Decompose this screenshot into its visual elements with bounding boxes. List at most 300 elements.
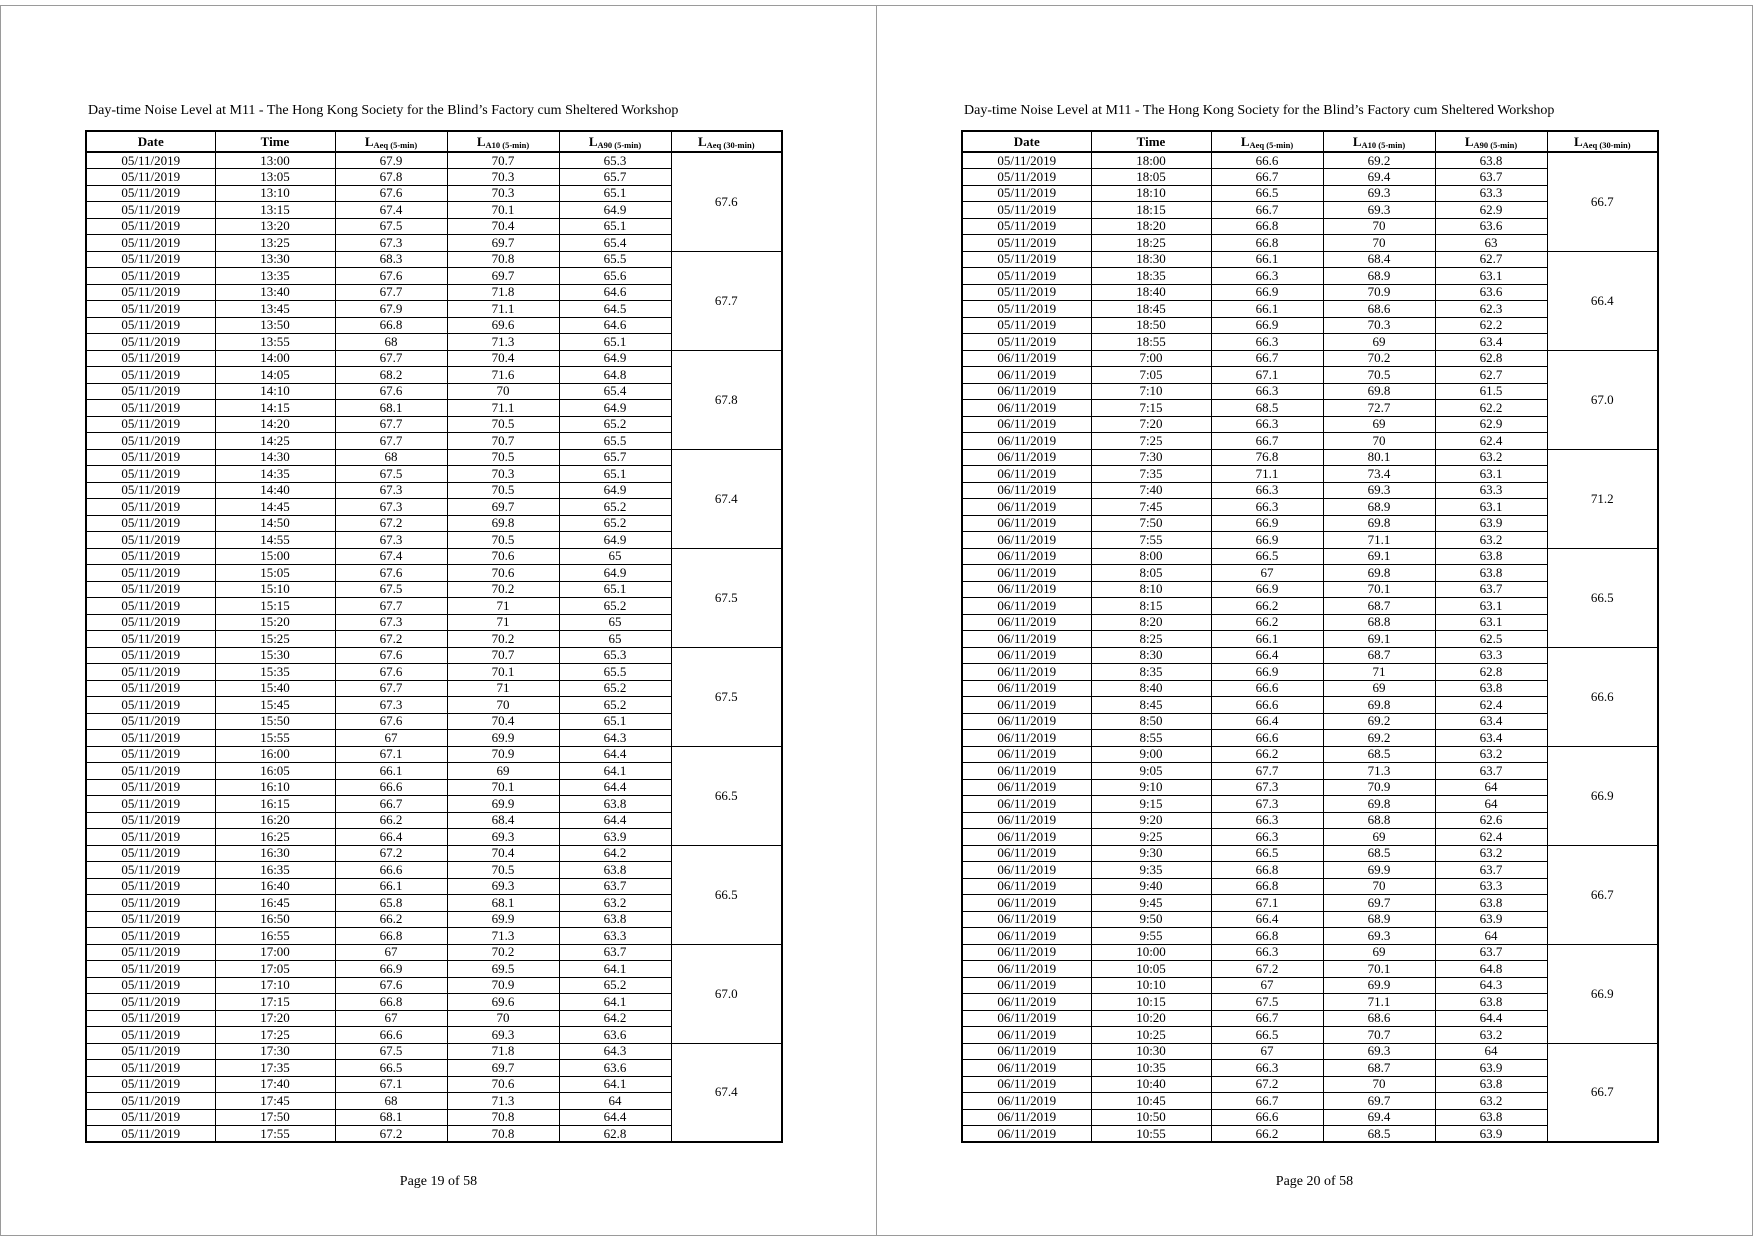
- date-cell: 05/11/2019: [86, 598, 215, 615]
- la90-5min-cell: 63.9: [1435, 1060, 1547, 1077]
- time-cell: 18:05: [1091, 169, 1211, 186]
- laeq-5min-cell: 67.7: [335, 284, 447, 301]
- date-cell: 05/11/2019: [962, 268, 1091, 285]
- la90-5min-cell: 62.4: [1435, 829, 1547, 846]
- date-cell: 05/11/2019: [86, 433, 215, 450]
- la90-5min-cell: 64.4: [1435, 1010, 1547, 1027]
- la10-5min-cell: 70.1: [447, 664, 559, 681]
- time-cell: 13:30: [215, 251, 335, 268]
- la90-5min-cell: 65.2: [559, 499, 671, 516]
- la10-5min-cell: 69.9: [1323, 862, 1435, 879]
- la90-5min-cell: 63.8: [559, 796, 671, 813]
- la10-5min-cell: 69.9: [447, 911, 559, 928]
- laeq-5min-cell: 68.5: [1211, 400, 1323, 417]
- table-row: [86, 1043, 782, 1060]
- date-cell: 06/11/2019: [962, 1027, 1091, 1044]
- la10-5min-cell: 71: [1323, 664, 1435, 681]
- date-cell: 05/11/2019: [86, 1010, 215, 1027]
- time-cell: 16:10: [215, 779, 335, 796]
- date-cell: 05/11/2019: [962, 251, 1091, 268]
- laeq-5min-cell: 66.6: [1211, 697, 1323, 714]
- date-cell: 05/11/2019: [86, 548, 215, 565]
- time-cell: 16:40: [215, 878, 335, 895]
- la90-5min-cell: 64.2: [559, 845, 671, 862]
- date-cell: 05/11/2019: [86, 202, 215, 219]
- laeq-5min-cell: 66.2: [1211, 614, 1323, 631]
- laeq-5min-cell: 67.7: [335, 433, 447, 450]
- laeq-5min-cell: 66.6: [1211, 730, 1323, 747]
- laeq-5min-cell: 66.6: [335, 779, 447, 796]
- la90-5min-cell: 65.1: [559, 218, 671, 235]
- time-cell: 14:50: [215, 515, 335, 532]
- la90-5min-cell: 65.1: [559, 334, 671, 351]
- time-cell: 9:55: [1091, 928, 1211, 945]
- la10-5min-cell: 68.6: [1323, 301, 1435, 318]
- laeq-5min-cell: 67.9: [335, 152, 447, 169]
- table-row: [962, 251, 1658, 268]
- la90-5min-cell: 64.1: [559, 961, 671, 978]
- time-cell: 15:35: [215, 664, 335, 681]
- laeq-5min-cell: 66.7: [1211, 350, 1323, 367]
- time-cell: 14:10: [215, 383, 335, 400]
- la90-5min-cell: 63.2: [1435, 449, 1547, 466]
- la90-5min-cell: 63.4: [1435, 730, 1547, 747]
- la90-5min-cell: 64.6: [559, 284, 671, 301]
- la10-5min-cell: 71: [447, 614, 559, 631]
- time-cell: 13:10: [215, 185, 335, 202]
- time-cell: 14:15: [215, 400, 335, 417]
- la10-5min-cell: 69.7: [447, 235, 559, 252]
- date-cell: 05/11/2019: [86, 631, 215, 648]
- header-subscript: A90 (5-min): [597, 139, 642, 150]
- time-cell: 17:55: [215, 1126, 335, 1143]
- la10-5min-cell: 70.2: [447, 581, 559, 598]
- header-symbol: L: [1240, 133, 1250, 149]
- date-cell: 05/11/2019: [86, 763, 215, 780]
- la10-5min-cell: 71.8: [447, 284, 559, 301]
- la90-5min-cell: 64: [1435, 1043, 1547, 1060]
- time-cell: 14:25: [215, 433, 335, 450]
- time-cell: 16:35: [215, 862, 335, 879]
- la10-5min-cell: 71.3: [447, 1093, 559, 1110]
- la90-5min-cell: 65.1: [559, 581, 671, 598]
- la90-5min-cell: 64.9: [559, 482, 671, 499]
- laeq-5min-cell: 68.3: [335, 251, 447, 268]
- laeq-5min-cell: 66.7: [1211, 1010, 1323, 1027]
- la90-5min-cell: 63.7: [1435, 862, 1547, 879]
- la90-5min-cell: 63.2: [1435, 1093, 1547, 1110]
- date-cell: 05/11/2019: [86, 730, 215, 747]
- la10-5min-cell: 68.7: [1323, 1060, 1435, 1077]
- time-cell: 9:15: [1091, 796, 1211, 813]
- time-cell: 13:20: [215, 218, 335, 235]
- la10-5min-cell: 70: [1323, 235, 1435, 252]
- header-la90-5min: [559, 131, 671, 152]
- la10-5min-cell: 69: [1323, 416, 1435, 433]
- laeq-5min-cell: 67.2: [1211, 961, 1323, 978]
- la10-5min-cell: 69.2: [1323, 713, 1435, 730]
- la10-5min-cell: 69.9: [447, 730, 559, 747]
- la90-5min-cell: 64.3: [559, 1043, 671, 1060]
- la10-5min-cell: 70.5: [447, 416, 559, 433]
- la90-5min-cell: 65.2: [559, 697, 671, 714]
- la10-5min-cell: 69.9: [447, 796, 559, 813]
- header-date: Date: [86, 131, 215, 152]
- date-cell: 06/11/2019: [962, 1060, 1091, 1077]
- la10-5min-cell: 69.3: [1323, 1043, 1435, 1060]
- laeq-5min-cell: 66.9: [1211, 317, 1323, 334]
- laeq-5min-cell: 66.7: [1211, 202, 1323, 219]
- time-cell: 7:50: [1091, 515, 1211, 532]
- la90-5min-cell: 63.2: [1435, 532, 1547, 549]
- la90-5min-cell: 63.8: [559, 862, 671, 879]
- la90-5min-cell: 62.7: [1435, 251, 1547, 268]
- header-time: Time: [215, 131, 335, 152]
- la10-5min-cell: 70.9: [447, 977, 559, 994]
- la90-5min-cell: 64.5: [559, 301, 671, 318]
- la10-5min-cell: 71.6: [447, 367, 559, 384]
- time-cell: 18:55: [1091, 334, 1211, 351]
- laeq-5min-cell: 67.6: [335, 977, 447, 994]
- la10-5min-cell: 70.5: [447, 449, 559, 466]
- laeq-5min-cell: 68.1: [335, 400, 447, 417]
- la10-5min-cell: 80.1: [1323, 449, 1435, 466]
- laeq-5min-cell: 66.5: [1211, 185, 1323, 202]
- la90-5min-cell: 62.8: [1435, 350, 1547, 367]
- date-cell: 05/11/2019: [86, 317, 215, 334]
- la10-5min-cell: 68.7: [1323, 647, 1435, 664]
- date-cell: 06/11/2019: [962, 565, 1091, 582]
- date-cell: 06/11/2019: [962, 1043, 1091, 1060]
- header-subscript: Aeq (5-min): [373, 139, 418, 150]
- la10-5min-cell: 70.3: [1323, 317, 1435, 334]
- time-cell: 18:15: [1091, 202, 1211, 219]
- la90-5min-cell: 64.4: [559, 779, 671, 796]
- la10-5min-cell: 70.2: [447, 631, 559, 648]
- laeq-5min-cell: 67.1: [1211, 367, 1323, 384]
- la10-5min-cell: 69.3: [1323, 928, 1435, 945]
- laeq-5min-cell: 67.1: [335, 1076, 447, 1093]
- date-cell: 06/11/2019: [962, 763, 1091, 780]
- laeq-5min-cell: 66.6: [1211, 680, 1323, 697]
- date-cell: 05/11/2019: [86, 697, 215, 714]
- la90-5min-cell: 63.1: [1435, 499, 1547, 516]
- date-cell: 06/11/2019: [962, 1109, 1091, 1126]
- header-laeq-30min: [1547, 131, 1658, 152]
- la10-5min-cell: 69.7: [447, 499, 559, 516]
- laeq-5min-cell: 66.6: [335, 1027, 447, 1044]
- date-cell: 05/11/2019: [86, 185, 215, 202]
- laeq-5min-cell: 67.9: [335, 301, 447, 318]
- la10-5min-cell: 69.6: [447, 317, 559, 334]
- table-row: [86, 944, 782, 961]
- date-cell: 05/11/2019: [86, 746, 215, 763]
- la10-5min-cell: 70.4: [447, 350, 559, 367]
- time-cell: 13:35: [215, 268, 335, 285]
- laeq-30min-cell: 66.7: [1547, 152, 1658, 251]
- laeq-5min-cell: 68.2: [335, 367, 447, 384]
- la90-5min-cell: 62.9: [1435, 416, 1547, 433]
- time-cell: 9:50: [1091, 911, 1211, 928]
- date-cell: 05/11/2019: [86, 350, 215, 367]
- time-cell: 14:35: [215, 466, 335, 483]
- laeq-5min-cell: 67.3: [1211, 779, 1323, 796]
- laeq-30min-cell: 66.4: [1547, 251, 1658, 350]
- date-cell: 05/11/2019: [86, 581, 215, 598]
- time-cell: 15:55: [215, 730, 335, 747]
- date-cell: 06/11/2019: [962, 829, 1091, 846]
- date-cell: 05/11/2019: [86, 680, 215, 697]
- laeq-5min-cell: 67.3: [335, 614, 447, 631]
- la10-5min-cell: 70.5: [447, 532, 559, 549]
- laeq-5min-cell: 66.6: [1211, 1109, 1323, 1126]
- laeq-5min-cell: 67.5: [335, 218, 447, 235]
- header-laeq-5min: [335, 131, 447, 152]
- laeq-5min-cell: 66.8: [1211, 218, 1323, 235]
- date-cell: 06/11/2019: [962, 746, 1091, 763]
- date-cell: 06/11/2019: [962, 697, 1091, 714]
- la90-5min-cell: 63.6: [1435, 284, 1547, 301]
- la90-5min-cell: 64.8: [1435, 961, 1547, 978]
- header-laeq-5min: [1211, 131, 1323, 152]
- la10-5min-cell: 71.8: [447, 1043, 559, 1060]
- time-cell: 15:00: [215, 548, 335, 565]
- la10-5min-cell: 70: [447, 697, 559, 714]
- laeq-5min-cell: 66.9: [1211, 581, 1323, 598]
- laeq-5min-cell: 66.6: [335, 862, 447, 879]
- la10-5min-cell: 70.6: [447, 1076, 559, 1093]
- time-cell: 8:15: [1091, 598, 1211, 615]
- la10-5min-cell: 70: [1323, 433, 1435, 450]
- time-cell: 18:00: [1091, 152, 1211, 169]
- date-cell: 06/11/2019: [962, 449, 1091, 466]
- laeq-30min-cell: 67.7: [671, 251, 782, 350]
- time-cell: 17:25: [215, 1027, 335, 1044]
- time-cell: 13:00: [215, 152, 335, 169]
- date-cell: 05/11/2019: [962, 218, 1091, 235]
- date-cell: 06/11/2019: [962, 647, 1091, 664]
- date-cell: 06/11/2019: [962, 1010, 1091, 1027]
- date-cell: 05/11/2019: [962, 235, 1091, 252]
- la10-5min-cell: 69.7: [1323, 895, 1435, 912]
- la10-5min-cell: 70.4: [447, 845, 559, 862]
- la10-5min-cell: 69.8: [1323, 565, 1435, 582]
- la10-5min-cell: 69: [1323, 944, 1435, 961]
- time-cell: 18:45: [1091, 301, 1211, 318]
- laeq-5min-cell: 68.1: [335, 1109, 447, 1126]
- la90-5min-cell: 62.7: [1435, 367, 1547, 384]
- la90-5min-cell: 62.4: [1435, 433, 1547, 450]
- la90-5min-cell: 65: [559, 548, 671, 565]
- laeq-5min-cell: 66.1: [335, 763, 447, 780]
- laeq-5min-cell: 67.5: [335, 581, 447, 598]
- la90-5min-cell: 62.9: [1435, 202, 1547, 219]
- header-la90-5min: [1435, 131, 1547, 152]
- time-cell: 15:15: [215, 598, 335, 615]
- la90-5min-cell: 62.2: [1435, 317, 1547, 334]
- time-cell: 16:20: [215, 812, 335, 829]
- la10-5min-cell: 69.3: [447, 1027, 559, 1044]
- la90-5min-cell: 63.8: [1435, 1109, 1547, 1126]
- date-cell: 05/11/2019: [86, 862, 215, 879]
- table-row: [962, 944, 1658, 961]
- la90-5min-cell: 62.6: [1435, 812, 1547, 829]
- la90-5min-cell: 65: [559, 631, 671, 648]
- date-cell: 05/11/2019: [86, 829, 215, 846]
- laeq-5min-cell: 67.3: [1211, 796, 1323, 813]
- la90-5min-cell: 63.8: [1435, 565, 1547, 582]
- la90-5min-cell: 65.5: [559, 664, 671, 681]
- date-cell: 06/11/2019: [962, 367, 1091, 384]
- la10-5min-cell: 71: [447, 680, 559, 697]
- date-cell: 06/11/2019: [962, 680, 1091, 697]
- la10-5min-cell: 69.1: [1323, 548, 1435, 565]
- page-number: Page 20 of 58: [1275, 1174, 1354, 1189]
- laeq-5min-cell: 76.8: [1211, 449, 1323, 466]
- laeq-5min-cell: 67.2: [335, 515, 447, 532]
- la10-5min-cell: 69.3: [1323, 482, 1435, 499]
- laeq-5min-cell: 66.2: [335, 911, 447, 928]
- date-cell: 05/11/2019: [86, 911, 215, 928]
- la10-5min-cell: 69.2: [1323, 152, 1435, 169]
- la90-5min-cell: 65.4: [559, 383, 671, 400]
- la90-5min-cell: 64.9: [559, 565, 671, 582]
- time-cell: 8:25: [1091, 631, 1211, 648]
- laeq-5min-cell: 66.8: [1211, 862, 1323, 879]
- laeq-5min-cell: 68: [335, 334, 447, 351]
- la10-5min-cell: 70.1: [447, 202, 559, 219]
- laeq-5min-cell: 66.1: [1211, 631, 1323, 648]
- laeq-5min-cell: 66.1: [1211, 301, 1323, 318]
- date-cell: 05/11/2019: [86, 152, 215, 169]
- la90-5min-cell: 64.6: [559, 317, 671, 334]
- time-cell: 8:35: [1091, 664, 1211, 681]
- la10-5min-cell: 68.5: [1323, 845, 1435, 862]
- la90-5min-cell: 63.8: [1435, 680, 1547, 697]
- table-row: [86, 350, 782, 367]
- la10-5min-cell: 69: [1323, 680, 1435, 697]
- date-cell: 06/11/2019: [962, 713, 1091, 730]
- la90-5min-cell: 63.7: [1435, 581, 1547, 598]
- la90-5min-cell: 63: [1435, 235, 1547, 252]
- laeq-5min-cell: 66.8: [335, 994, 447, 1011]
- laeq-5min-cell: 67.6: [335, 268, 447, 285]
- table-title: Day-time Noise Level at M11 - The Hong Kong Society for the Blind’s Factory cum Sheltered Workshop: [964, 103, 1555, 118]
- la90-5min-cell: 64.9: [559, 532, 671, 549]
- la90-5min-cell: 63.7: [1435, 944, 1547, 961]
- table-row: [962, 1043, 1658, 1060]
- header-la10-5min: [1323, 131, 1435, 152]
- date-cell: 06/11/2019: [962, 944, 1091, 961]
- date-cell: 05/11/2019: [962, 301, 1091, 318]
- la10-5min-cell: 68.8: [1323, 812, 1435, 829]
- la10-5min-cell: 71.3: [447, 334, 559, 351]
- la10-5min-cell: 70.4: [447, 218, 559, 235]
- la90-5min-cell: 64: [559, 1093, 671, 1110]
- time-cell: 16:25: [215, 829, 335, 846]
- date-cell: 05/11/2019: [86, 268, 215, 285]
- la10-5min-cell: 71: [447, 598, 559, 615]
- la10-5min-cell: 70.9: [1323, 284, 1435, 301]
- time-cell: 13:25: [215, 235, 335, 252]
- time-cell: 8:00: [1091, 548, 1211, 565]
- date-cell: 05/11/2019: [86, 878, 215, 895]
- laeq-5min-cell: 66.2: [1211, 746, 1323, 763]
- la10-5min-cell: 68.6: [1323, 1010, 1435, 1027]
- date-cell: 05/11/2019: [86, 565, 215, 582]
- laeq-5min-cell: 66.4: [1211, 647, 1323, 664]
- la90-5min-cell: 63.9: [1435, 515, 1547, 532]
- la10-5min-cell: 70.8: [447, 1109, 559, 1126]
- laeq-5min-cell: 67.7: [335, 598, 447, 615]
- laeq-5min-cell: 66.8: [1211, 928, 1323, 945]
- laeq-5min-cell: 66.1: [1211, 251, 1323, 268]
- laeq-5min-cell: 67: [1211, 1043, 1323, 1060]
- la10-5min-cell: 68.9: [1323, 268, 1435, 285]
- time-cell: 8:10: [1091, 581, 1211, 598]
- la90-5min-cell: 63.9: [1435, 1126, 1547, 1143]
- la10-5min-cell: 70: [1323, 218, 1435, 235]
- la90-5min-cell: 64.4: [559, 812, 671, 829]
- time-cell: 13:05: [215, 169, 335, 186]
- la10-5min-cell: 70.6: [447, 548, 559, 565]
- la10-5min-cell: 71.1: [447, 400, 559, 417]
- table-row: [962, 152, 1658, 169]
- date-cell: 05/11/2019: [86, 614, 215, 631]
- date-cell: 06/11/2019: [962, 400, 1091, 417]
- la90-5min-cell: 64.8: [559, 367, 671, 384]
- date-cell: 06/11/2019: [962, 911, 1091, 928]
- time-cell: 17:05: [215, 961, 335, 978]
- date-cell: 05/11/2019: [86, 367, 215, 384]
- laeq-5min-cell: 67.1: [1211, 895, 1323, 912]
- laeq-5min-cell: 66.3: [1211, 268, 1323, 285]
- time-cell: 16:50: [215, 911, 335, 928]
- la90-5min-cell: 63.4: [1435, 334, 1547, 351]
- date-cell: 05/11/2019: [86, 301, 215, 318]
- la90-5min-cell: 63.3: [1435, 185, 1547, 202]
- la90-5min-cell: 65.2: [559, 515, 671, 532]
- la10-5min-cell: 69.3: [447, 829, 559, 846]
- la90-5min-cell: 64.3: [1435, 977, 1547, 994]
- laeq-5min-cell: 66.3: [1211, 829, 1323, 846]
- date-cell: 05/11/2019: [86, 1076, 215, 1093]
- date-cell: 05/11/2019: [86, 1027, 215, 1044]
- la90-5min-cell: 63.1: [1435, 466, 1547, 483]
- date-cell: 05/11/2019: [86, 218, 215, 235]
- laeq-5min-cell: 66.2: [1211, 598, 1323, 615]
- la10-5min-cell: 70.1: [1323, 581, 1435, 598]
- date-cell: 05/11/2019: [86, 416, 215, 433]
- date-cell: 05/11/2019: [86, 845, 215, 862]
- time-cell: 14:55: [215, 532, 335, 549]
- la10-5min-cell: 69.2: [1323, 730, 1435, 747]
- time-cell: 16:30: [215, 845, 335, 862]
- table-row: [962, 548, 1658, 565]
- time-cell: 7:25: [1091, 433, 1211, 450]
- la10-5min-cell: 70.8: [447, 1126, 559, 1143]
- header-laeq-30min: [671, 131, 782, 152]
- la90-5min-cell: 65.1: [559, 466, 671, 483]
- la10-5min-cell: 70: [1323, 878, 1435, 895]
- date-cell: 05/11/2019: [86, 251, 215, 268]
- la10-5min-cell: 70.4: [447, 713, 559, 730]
- header-subscript: Aeq (5-min): [1249, 139, 1294, 150]
- laeq-30min-cell: 66.5: [671, 845, 782, 944]
- laeq-5min-cell: 66.7: [1211, 1093, 1323, 1110]
- laeq-5min-cell: 71.1: [1211, 466, 1323, 483]
- time-cell: 10:00: [1091, 944, 1211, 961]
